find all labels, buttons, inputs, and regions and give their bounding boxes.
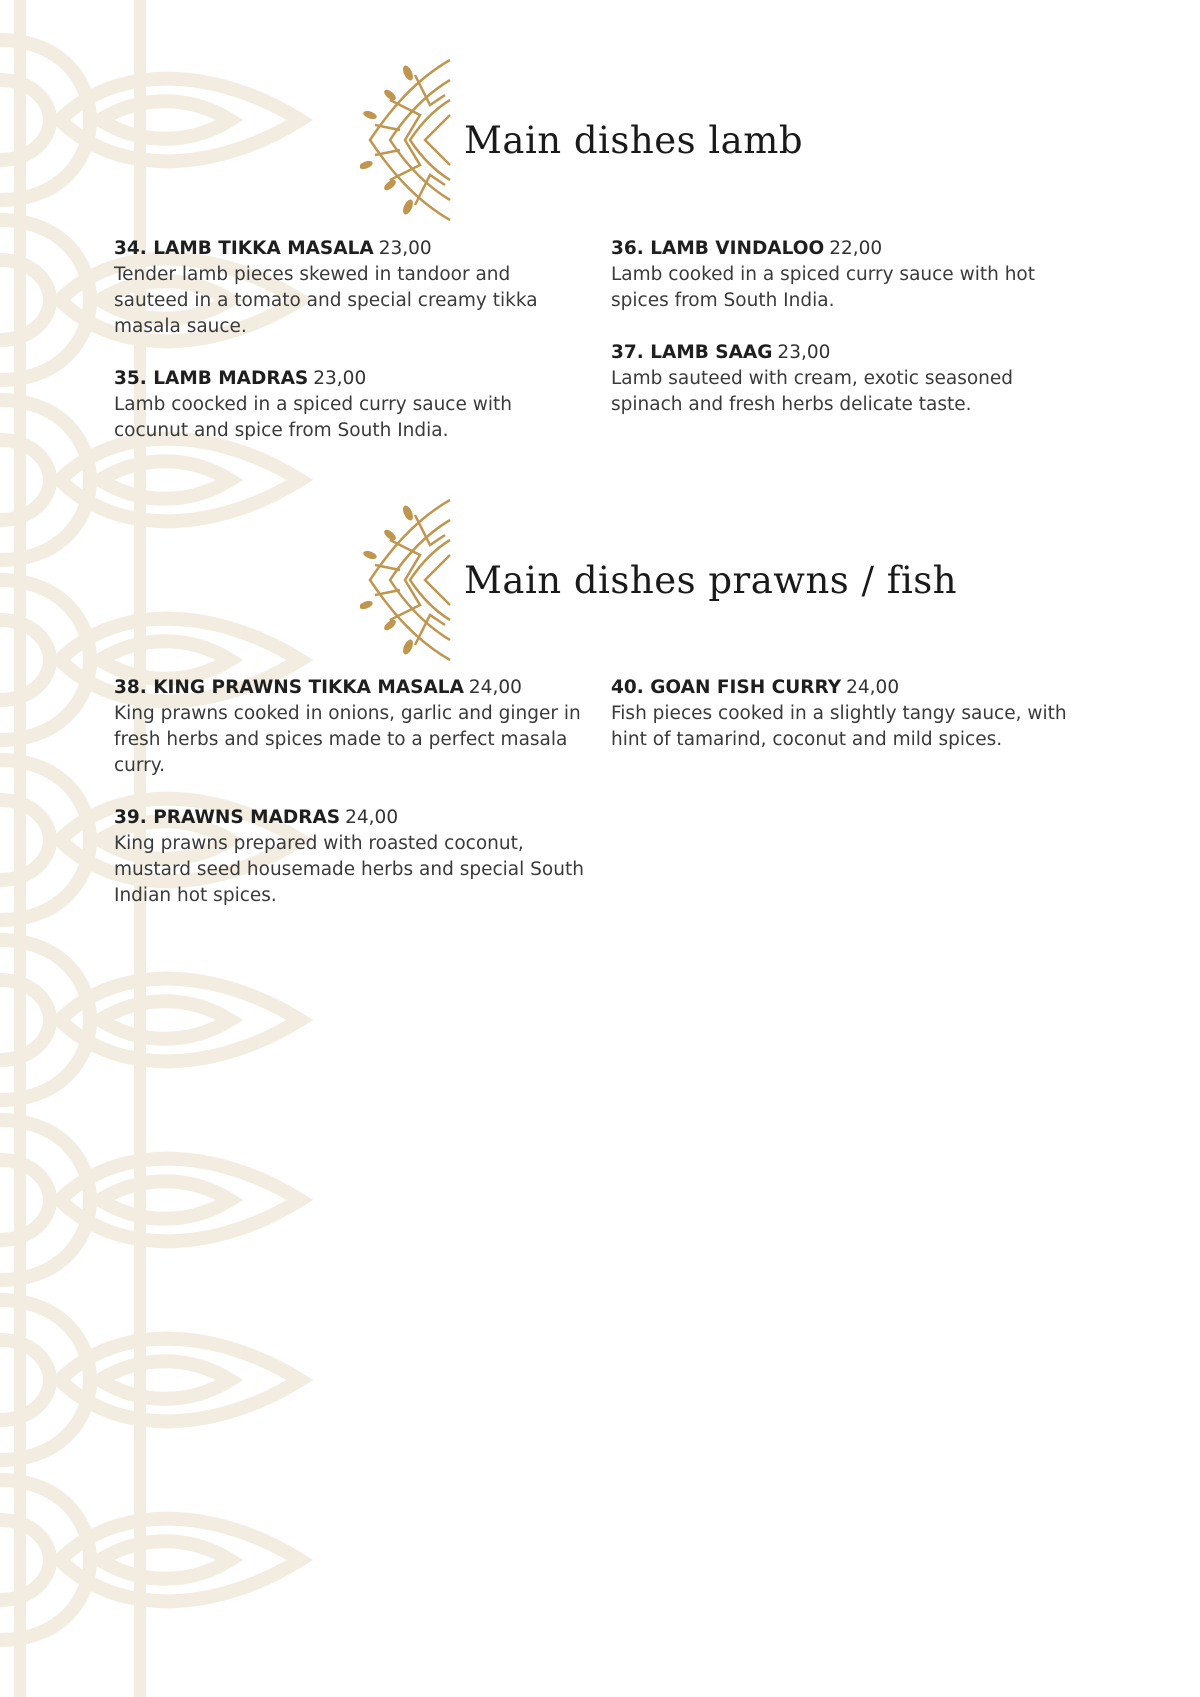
section-title-fish: Main dishes prawns / fish: [464, 558, 958, 602]
dish-description: Fish pieces cooked in a slightly tangy sauce, with hint of tamarind, coconut and mild spices.: [611, 703, 1067, 750]
dish-description: Lamb sauteed with cream, exotic seasoned spinach and fresh herbs delicate taste.: [611, 368, 1013, 415]
dish-price: 23,00: [313, 368, 367, 389]
dish-item: [114, 675, 584, 779]
dish-title: [611, 236, 1081, 262]
dish-name: 35. LAMB MADRAS: [114, 368, 309, 389]
dish-price: 24,00: [468, 677, 522, 698]
dish-column-lamb-right: [611, 236, 1081, 444]
dish-item: [611, 236, 1081, 314]
dish-price: 24,00: [345, 807, 399, 828]
dish-name: 34. LAMB TIKKA MASALA: [114, 238, 374, 259]
dish-title: [114, 675, 584, 701]
mandala-icon: [360, 495, 452, 665]
dish-name: 38. KING PRAWNS TIKKA MASALA: [114, 677, 464, 698]
section-heading-fish: [360, 495, 957, 665]
dish-item: [611, 340, 1081, 418]
dish-title: [114, 236, 584, 262]
dish-item: [114, 805, 584, 909]
dish-description: Lamb cooked in a spiced curry sauce with hot spices from South India.: [611, 264, 1035, 311]
dish-title: [114, 805, 584, 831]
dish-price: 23,00: [777, 342, 831, 363]
dish-description: Tender lamb pieces skewed in tandoor and sauteed in a tomato and special creamy tikka masala sauce.: [114, 264, 538, 337]
dish-item: [114, 236, 584, 340]
mandala-icon: [360, 55, 452, 225]
section-title-lamb: Main dishes lamb: [464, 118, 804, 162]
dish-description: Lamb coocked in a spiced curry sauce with cocunut and spice from South India.: [114, 394, 512, 441]
dish-item: [611, 675, 1081, 753]
dish-name: 40. GOAN FISH CURRY: [611, 677, 842, 698]
dish-price: 23,00: [378, 238, 432, 259]
dish-description: King prawns cooked in onions, garlic and ginger in fresh herbs and spices made to a perfect masala curry.: [114, 703, 581, 776]
dish-price: 24,00: [846, 677, 900, 698]
dish-description: King prawns prepared with roasted coconut, mustard seed housemade herbs and special South Indian hot spices.: [114, 833, 584, 906]
dish-column-lamb-left: [114, 236, 584, 470]
section-heading-lamb: [360, 55, 803, 225]
dish-name: 37. LAMB SAAG: [611, 342, 773, 363]
dish-item: [114, 366, 584, 444]
dish-column-fish-right: [611, 675, 1081, 779]
dish-price: 22,00: [829, 238, 883, 259]
dish-name: 39. PRAWNS MADRAS: [114, 807, 341, 828]
dish-title: [114, 366, 584, 392]
dish-title: [611, 340, 1081, 366]
dish-name: 36. LAMB VINDALOO: [611, 238, 825, 259]
dish-column-fish-left: [114, 675, 584, 935]
dish-title: [611, 675, 1081, 701]
